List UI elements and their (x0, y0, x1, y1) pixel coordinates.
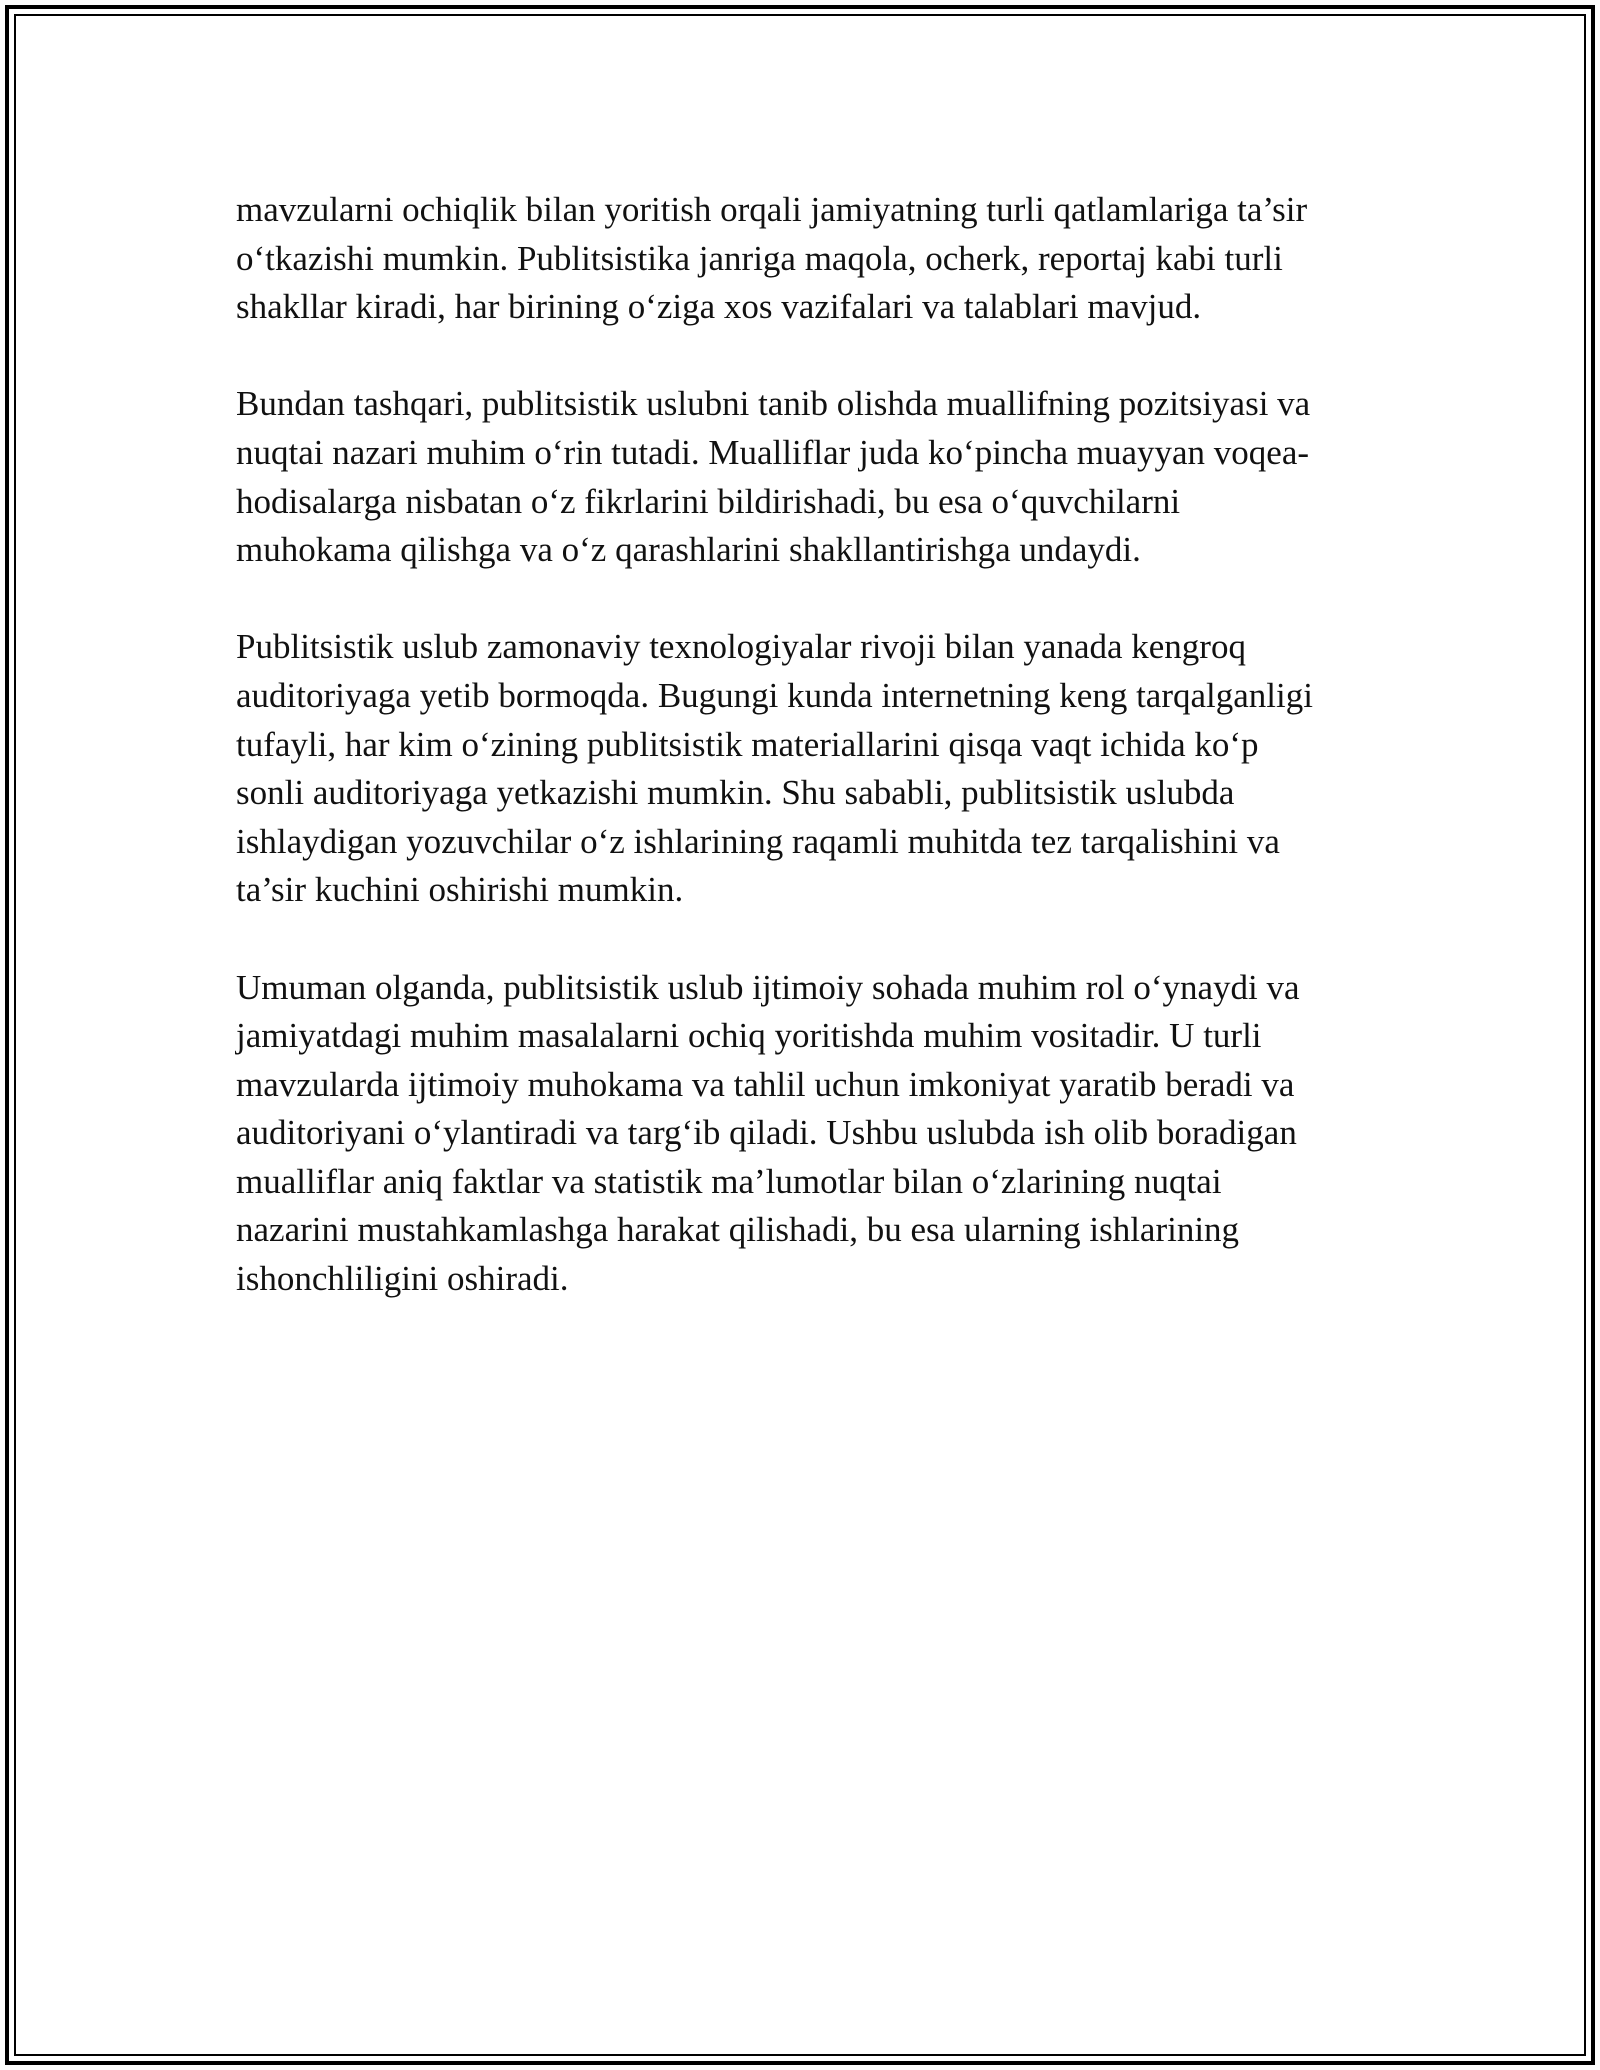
paragraph-2: Bundan tashqari, publitsistik uslubni tanib olishda muallifning pozitsiyasi va nuqtai nazari muhim o‘rin tutadi. Mualliflar juda ko‘pincha muayyan voqea- hodisalarga nisbatan o‘z fikrlarini bildirishadi, bu esa o‘quvchilarni muhokama qilishga va o‘z qarashlarini shakllantirishga undaydi. (236, 384, 1311, 570)
paragraph-4: Umuman olganda, publitsistik uslub ijtimoiy sohada muhim rol o‘ynaydi va jamiyatdagi muhim masalalarni ochiq yoritishda muhim vositadir. U turli mavzularda ijtimoiy muhokama va tahlil uchun imkoniyat yaratib beradi va auditoriyani o‘ylantiradi va targ‘ib qiladi. Ushbu uslubda ish olib boradigan mualliflar aniq faktlar va statistik ma’lumotlar bilan o‘zlarining nuqtai nazarini mustahkamlashga harakat qilishadi, bu esa ularning ishlarining ishonchliligini oshiradi. (236, 967, 1300, 1299)
paragraph-1: mavzularni ochiqlik bilan yoritish orqali jamiyatning turli qatlamlariga ta’sir o‘tkazishi mumkin. Publitsistika janriga maqola, ocherk, reportaj kabi turli shakllar kiradi, har birining o‘ziga xos vazifalari va talablari mavjud. (236, 190, 1308, 327)
paragraph-3: Publitsistik uslub zamonaviy texnologiyalar rivoji bilan yanada kengroq auditoriyaga yetib bormoqda. Bugungi kunda internetning keng tarqalganligi tufayli, har kim o‘zining publitsistik materiallarini qisqa vaqt ichida ko‘p sonli auditoriyaga yetkazishi mumkin. Shu sababli, publitsistik uslubda ishlaydigan yozuvchilar o‘z ishlarining raqamli muhitda tez tarqalishini va ta’sir kuchini oshirishi mumkin. (236, 627, 1313, 910)
document-body (236, 186, 1400, 1352)
